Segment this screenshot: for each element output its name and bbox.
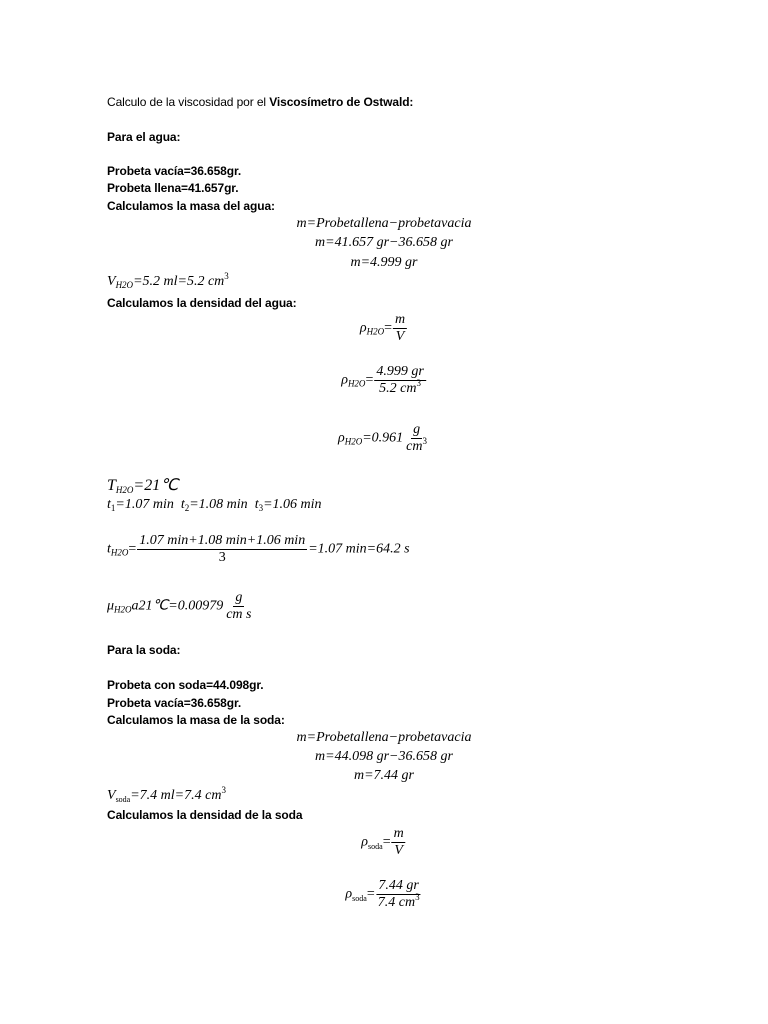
soda-density-intro: Calculamos la densidad de la soda bbox=[107, 808, 303, 822]
soda-mass-intro: Calculamos la masa de la soda: bbox=[107, 713, 285, 727]
heading-prefix: Calculo de la viscosidad por el bbox=[107, 95, 270, 109]
water-mass-equation-1: m=Probetallena−probetavacia bbox=[296, 216, 472, 231]
water-times-equation: $t_1=1.07$ $\min t_2=1.08$ $\min t_3=1.06$ min bbox=[107, 497, 322, 513]
soda-section-title: Para la soda: bbox=[107, 643, 181, 657]
soda-mass-equation-2: m=44.098 gr−36.658 gr bbox=[315, 749, 453, 764]
water-density-equation-3: $\rho_{H2O}=0.961$ $\frac{g}{cm^3}$ bbox=[337, 422, 428, 454]
document-heading bbox=[107, 95, 413, 110]
soda-mass-equation-3: m=7.44 gr bbox=[353, 768, 415, 783]
water-density-equation-1: $\rho_{H2O}=$ $\frac{m}{V}$ bbox=[359, 312, 406, 344]
water-empty-cylinder: Probeta vacía=36.658gr. bbox=[107, 164, 242, 178]
water-mass-equation-3: m=4.999 gr bbox=[350, 255, 418, 270]
soda-volume-equation: $V_{soda}=7.4$ ml=7.4 $cm^3$ bbox=[107, 785, 226, 804]
water-density-equation-2: $\rho_{H2O}=$ $\frac{4.999 gr}{5.2 cm^3}$ bbox=[341, 364, 424, 396]
water-full-cylinder: Probeta llena=41.657gr. bbox=[107, 181, 239, 195]
water-mass-intro: Calculamos la masa del agua: bbox=[107, 199, 275, 213]
water-average-time-equation: $t_{H2O}=$ $\frac{1.07 \min+1.08 \min+1.06 \min}{3}$ =1.07 min=64.2 s bbox=[107, 533, 410, 565]
water-temperature-equation: $T_{H2O}=21℃$ bbox=[107, 477, 179, 495]
soda-mass-equation-1: m=Probetallena−probetavacia bbox=[296, 730, 472, 745]
water-volume-equation: $V_{H2O}=5.2$ ml=5.2 $cm^3$ bbox=[107, 271, 229, 290]
heading-emphasis: Viscosímetro de Ostwald: bbox=[269, 95, 414, 109]
water-density-intro: Calculamos la densidad del agua: bbox=[107, 296, 297, 310]
water-mass-equation-2: m=41.657 gr−36.658 gr bbox=[315, 235, 453, 250]
soda-density-equation-1: $\rho_{soda}=$ $\frac{m}{V}$ bbox=[361, 826, 404, 858]
water-section-title: Para el agua: bbox=[107, 130, 181, 144]
soda-full-cylinder: Probeta con soda=44.098gr. bbox=[107, 678, 264, 692]
soda-density-equation-2: $\rho_{soda}=$ $\frac{7.44 gr}{7.4 cm^3}$ bbox=[345, 878, 420, 910]
soda-empty-cylinder: Probeta vacía=36.658gr. bbox=[107, 696, 242, 710]
water-viscosity-equation: $\mu_{H2O}a21℃=0.00979$ $\frac{g}{\text{cm s}}$ bbox=[107, 590, 252, 622]
